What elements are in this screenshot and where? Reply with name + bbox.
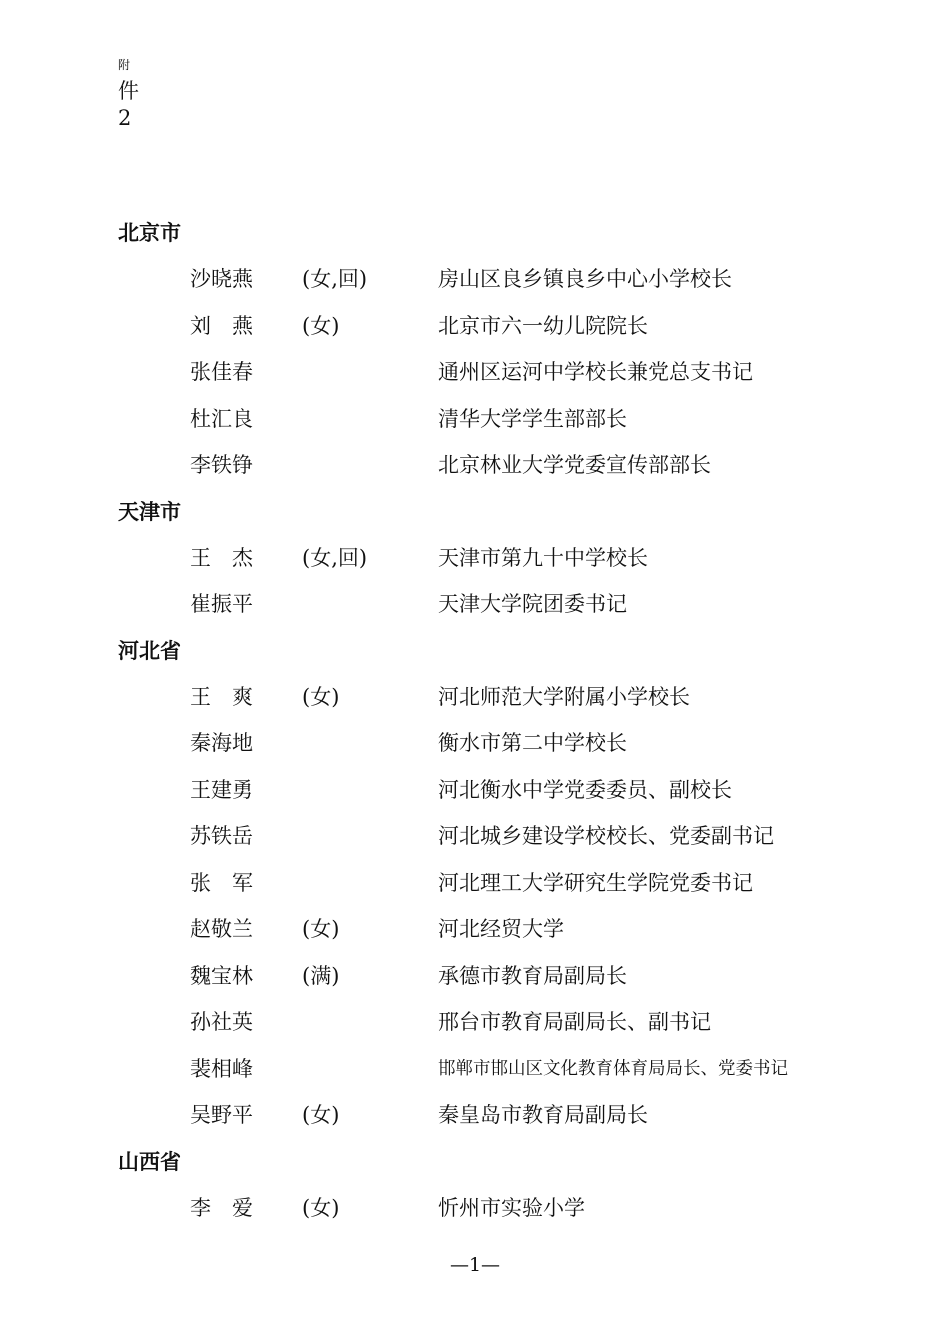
person-name: 李 爱 xyxy=(190,1195,253,1220)
annex-label xyxy=(118,58,139,132)
person-row xyxy=(0,1092,950,1139)
person-name: 杜汇良 xyxy=(190,406,253,431)
person-title: 河北理工大学研究生学院党委书记 xyxy=(438,870,753,895)
person-name: 沙晓燕 xyxy=(190,267,253,291)
person-title: 承德市教育局副局长 xyxy=(438,963,627,988)
person-title: 河北经贸大学 xyxy=(438,917,564,941)
person-name: 王 爽 xyxy=(190,684,253,709)
region-heading: 北京市 xyxy=(118,221,181,245)
person-row xyxy=(0,1185,950,1232)
person-ethnicity-note: (女) xyxy=(302,1195,340,1220)
person-row xyxy=(0,674,950,721)
person-name: 赵敬兰 xyxy=(190,917,253,941)
person-title: 北京林业大学党委宣传部部长 xyxy=(438,453,711,477)
person-name: 秦海地 xyxy=(190,731,253,755)
region-heading: 河北省 xyxy=(118,638,181,663)
person-title: 河北城乡建设学校校长、党委副书记 xyxy=(438,824,774,848)
person-row xyxy=(0,767,950,814)
region-heading: 山西省 xyxy=(118,1149,181,1174)
annex-line-3: 2 xyxy=(118,106,132,130)
person-name: 张佳春 xyxy=(190,360,253,384)
person-title: 北京市六一幼儿院院长 xyxy=(438,313,648,338)
person-title: 天津大学院团委书记 xyxy=(438,592,627,616)
person-title: 忻州市实验小学 xyxy=(438,1195,585,1220)
person-title: 邢台市教育局副局长、副书记 xyxy=(438,1010,711,1034)
person-row xyxy=(0,256,950,303)
person-name: 吴野平 xyxy=(190,1103,253,1127)
person-row xyxy=(0,860,950,907)
person-title: 通州区运河中学校长兼党总支书记 xyxy=(438,360,753,384)
person-title: 河北师范大学附属小学校长 xyxy=(438,684,690,709)
person-ethnicity-note: (女) xyxy=(302,917,340,941)
person-ethnicity-note: (女) xyxy=(302,313,340,338)
person-row xyxy=(0,581,950,628)
person-title: 天津市第九十中学校长 xyxy=(438,545,648,570)
person-row xyxy=(0,1046,950,1093)
annex-line-2: 件 xyxy=(118,79,139,103)
person-title: 邯郸市邯山区文化教育体育局局长、党委书记 xyxy=(438,1058,788,1079)
page-number: —1— xyxy=(449,1254,501,1276)
person-ethnicity-note: (满) xyxy=(302,963,340,988)
person-name: 刘 燕 xyxy=(190,313,253,338)
person-name: 王 杰 xyxy=(190,545,253,570)
person-row xyxy=(0,535,950,582)
person-row xyxy=(0,999,950,1046)
person-name: 崔振平 xyxy=(190,592,253,616)
person-name: 王建勇 xyxy=(190,777,253,802)
person-name: 李铁铮 xyxy=(190,453,253,477)
person-name: 魏宝林 xyxy=(190,963,253,988)
person-name: 裴相峰 xyxy=(190,1056,253,1081)
person-ethnicity-note: (女) xyxy=(302,1103,340,1127)
person-row xyxy=(0,906,950,953)
person-name: 苏铁岳 xyxy=(190,824,253,848)
annex-line-1: 附 xyxy=(118,58,131,72)
person-row xyxy=(0,396,950,443)
person-ethnicity-note: (女) xyxy=(302,684,340,709)
name-list xyxy=(0,210,950,1231)
person-row xyxy=(0,953,950,1000)
person-title: 衡水市第二中学校长 xyxy=(438,731,627,755)
person-row xyxy=(0,813,950,860)
person-title: 河北衡水中学党委委员、副校长 xyxy=(438,777,732,802)
region-heading: 天津市 xyxy=(118,499,181,524)
person-title: 清华大学学生部部长 xyxy=(438,406,627,431)
person-title: 房山区良乡镇良乡中心小学校长 xyxy=(438,267,732,291)
person-row xyxy=(0,720,950,767)
person-row xyxy=(0,442,950,489)
person-row xyxy=(0,303,950,350)
person-row xyxy=(0,349,950,396)
person-name: 孙社英 xyxy=(190,1010,253,1034)
person-ethnicity-note: (女,回) xyxy=(302,267,368,291)
person-title: 秦皇岛市教育局副局长 xyxy=(438,1103,648,1127)
person-name: 张 军 xyxy=(190,870,253,895)
person-ethnicity-note: (女,回) xyxy=(302,545,368,570)
